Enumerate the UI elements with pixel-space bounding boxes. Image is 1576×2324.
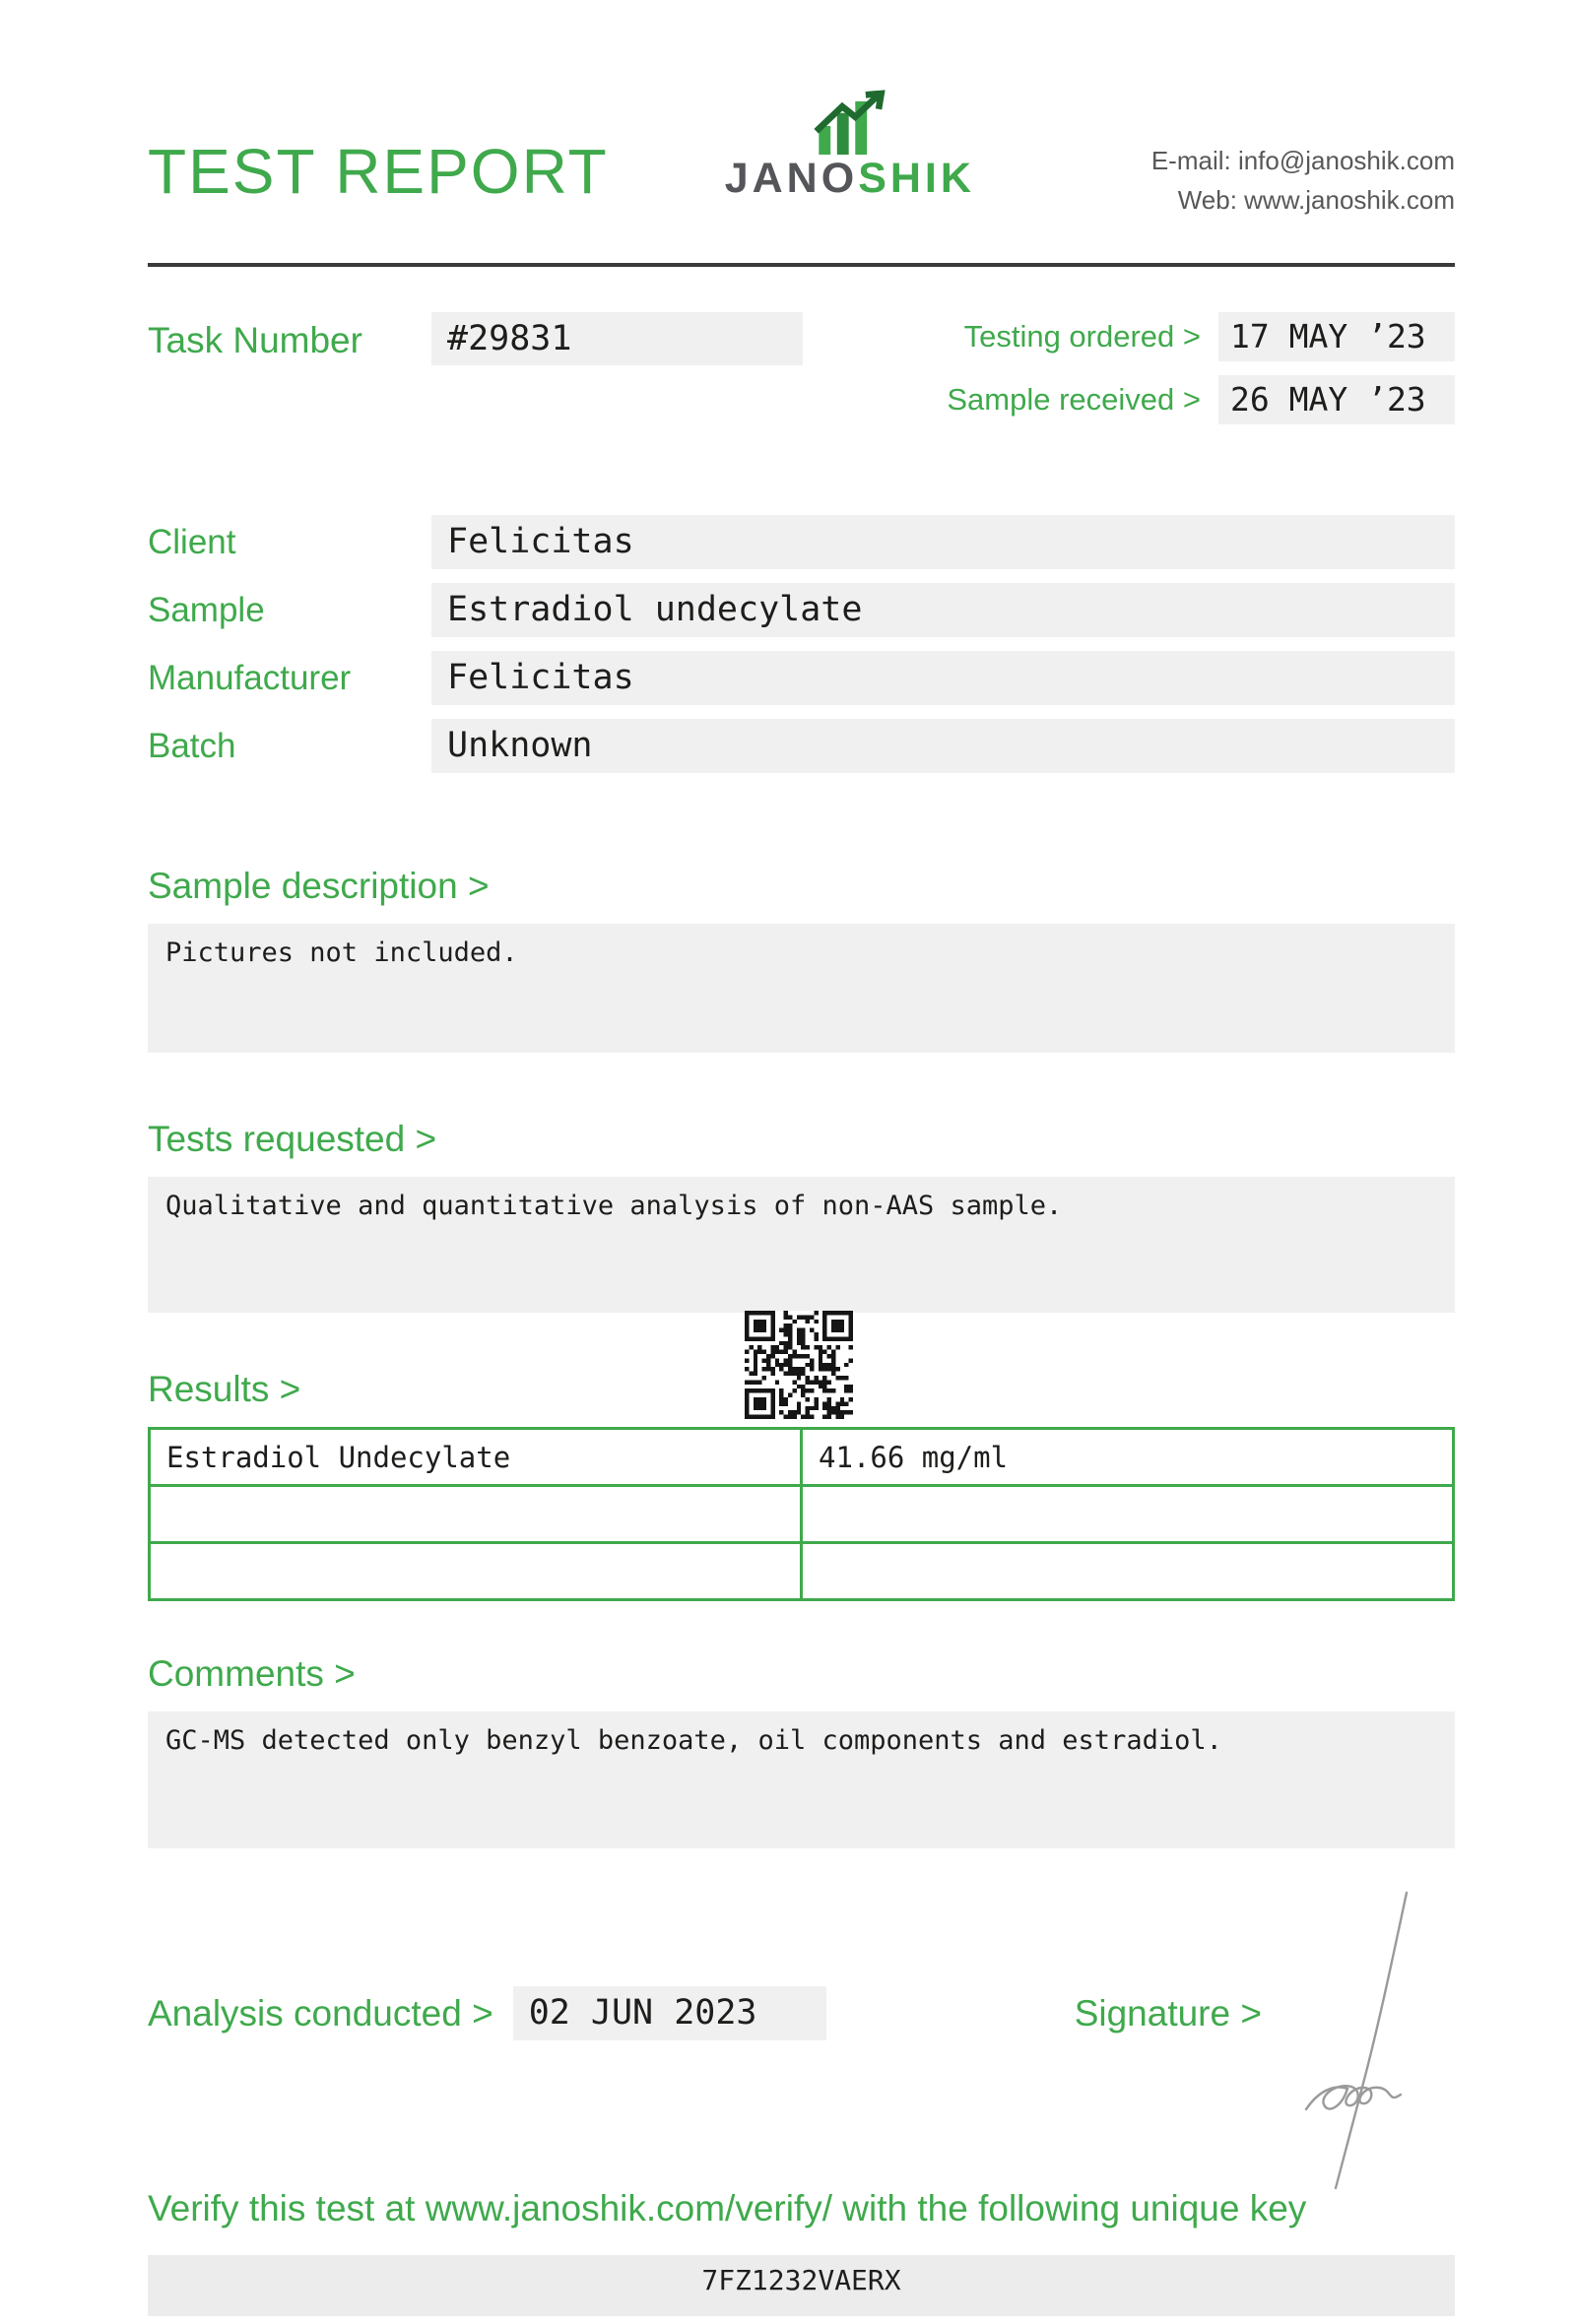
manufacturer-value: Felicitas [431,651,1455,705]
contact-web: Web: www.janoshik.com [1177,185,1455,215]
sample-description-heading: Sample description > [148,866,490,906]
sample-description-section [148,865,1455,1053]
logo-chart-icon [808,90,892,155]
janoshik-logo [725,90,975,203]
brand-shik: SHIK [858,155,975,202]
client-value: Felicitas [431,515,1455,569]
signature-scribble [1292,1887,1440,2194]
comments-heading: Comments > [148,1653,356,1694]
contact-info [1151,141,1455,220]
verify-instruction: Verify this test at www.janoshik.com/verify/ with the following unique key [148,2188,1307,2228]
signature-label: Signature > [1074,1992,1262,2034]
analysis-conducted-label: Analysis conducted > [148,1992,493,2034]
analysis-conducted-value: 02 JUN 2023 [513,1986,826,2040]
testing-ordered-row [947,312,1455,361]
analysis-signature-row [148,1986,1455,2040]
brand-jano: JANO [724,155,859,202]
result-row [150,1486,1454,1543]
sample-label: Sample [148,590,265,629]
result-name-cell [150,1486,802,1543]
unique-key-value: 7FZ1232VAERX [148,2255,1455,2316]
brand-wordmark [725,155,975,203]
sample-description-text: Pictures not included. [148,924,1455,1053]
sample-received-row [947,375,1455,424]
tests-requested-section [148,1118,1455,1313]
info-row-client [148,515,1455,569]
tests-requested-text: Qualitative and quantitative analysis of non-AAS sample. [148,1177,1455,1313]
tests-requested-heading: Tests requested > [148,1119,437,1159]
client-label: Client [148,522,236,561]
testing-ordered-label: Testing ordered > [963,319,1201,354]
info-row-sample [148,583,1455,637]
sample-value: Estradiol undecylate [431,583,1455,637]
result-name-cell [150,1543,802,1600]
results-table [148,1427,1455,1601]
sample-received-label: Sample received > [947,382,1201,417]
comments-section [148,1652,1455,1848]
batch-label: Batch [148,726,236,765]
results-heading: Results > [148,1369,301,1409]
task-number-value: #29831 [431,312,803,365]
results-section [148,1368,1455,1601]
report-header [148,84,1455,263]
contact-email: E-mail: info@janoshik.com [1150,146,1455,175]
task-number-label: Task Number [148,320,362,360]
comments-text: GC-MS detected only benzyl benzoate, oil components and estradiol. [148,1711,1455,1848]
sample-received-value: 26 MAY ’23 [1218,375,1455,424]
manufacturer-label: Manufacturer [148,658,352,697]
task-number-group [148,312,803,424]
task-dates-group [947,312,1455,424]
batch-value: Unknown [431,719,1455,773]
testing-ordered-value: 17 MAY ’23 [1218,312,1455,361]
result-row [150,1543,1454,1600]
qr-code-icon [745,1311,853,1419]
result-value-cell: 41.66 mg/ml [802,1429,1454,1486]
header-divider [148,263,1455,267]
result-value-cell [802,1486,1454,1543]
task-section [148,312,1455,424]
result-row [150,1429,1454,1486]
sample-info-section [148,515,1455,773]
page-title: TEST REPORT [148,136,609,207]
info-row-batch [148,719,1455,773]
result-value-cell [802,1543,1454,1600]
info-row-manufacturer [148,651,1455,705]
result-name-cell: Estradiol Undecylate [150,1429,802,1486]
